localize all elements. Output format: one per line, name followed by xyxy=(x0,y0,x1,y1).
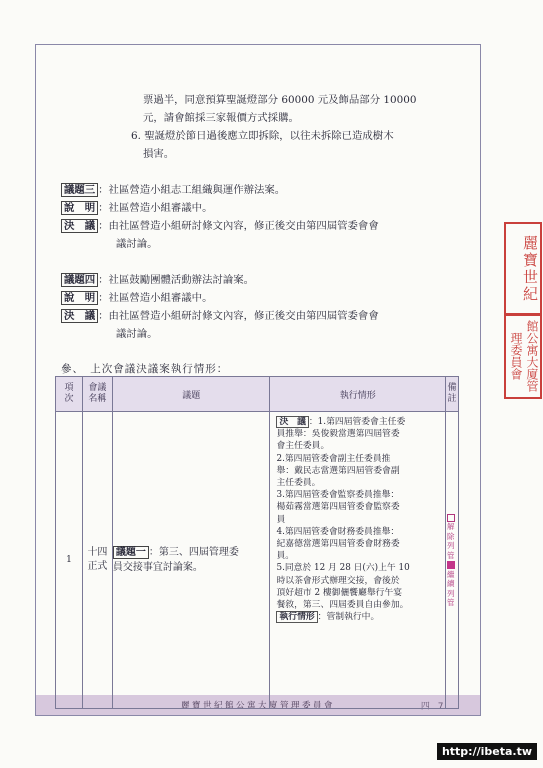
execution-table xyxy=(55,376,459,709)
exec-line-11: 員。 xyxy=(276,551,295,562)
seal-stamp-bottom: 館公寓大廈管理委員會 xyxy=(504,313,542,399)
header-no-label: 項次 xyxy=(64,383,74,404)
intro-line-2: 元，請會館採三家報價方式採購。 xyxy=(143,112,299,124)
agenda3-title: ：社區營造小組志工組織與運作辦法案。 xyxy=(98,184,286,196)
section-heading: 參、 上次會議決議案執行情形： xyxy=(61,363,229,375)
exec-status-line xyxy=(276,611,439,623)
legend-keep-checkbox-icon xyxy=(447,561,455,569)
exec-content xyxy=(270,412,445,627)
exec-line-5: 主任委員。 xyxy=(276,478,321,489)
exec-line-4: 舉：戴民志當選第四屆管委會副 xyxy=(276,465,400,476)
agenda4-desc: ：社區營造小組審議中。 xyxy=(98,292,213,304)
exec-line-7: 楊茹霧當選第四屆管委會監察委 xyxy=(276,502,400,513)
intro-line-1: 票過半，同意預算聖誕燈部分 60000 元及飾品部分 10000 xyxy=(143,94,417,106)
row-exec xyxy=(270,412,446,709)
seal-stamp-top: 麗寶世紀 xyxy=(504,222,542,316)
table-header-row xyxy=(56,377,459,412)
agenda4-tag: 議題四 xyxy=(61,273,98,287)
header-meeting-label: 會議名稱 xyxy=(88,383,107,404)
header-agenda: 議題 xyxy=(112,377,270,412)
remark-legend xyxy=(447,513,457,608)
agenda3-res-1: ：由社區營造小組研討條文內容，修正後交由第四屆管委會會 xyxy=(98,220,379,232)
header-no xyxy=(56,377,83,412)
agenda4-desc-tag: 說 明 xyxy=(61,291,98,305)
agenda3-tag: 議題三 xyxy=(61,183,98,197)
agenda3-res-line xyxy=(61,220,379,233)
agenda4-res-2: 議討論。 xyxy=(116,328,158,340)
agenda3-res-tag: 決 議 xyxy=(61,219,98,233)
exec-line-6: 3.第四屆管委會監察委員推舉： xyxy=(276,490,400,501)
exec-line-1: 員推舉：吳俊毅當選第四屆管委 xyxy=(276,429,400,440)
header-remark-label: 備註 xyxy=(447,383,457,404)
exec-line-0 xyxy=(276,416,439,428)
exec-line-15: 餐敘，第三、四屆委員自由參加。 xyxy=(276,600,409,611)
exec-line-2: 會主任委員。 xyxy=(276,441,330,452)
header-meeting xyxy=(82,377,112,412)
agenda4-title-line xyxy=(61,274,254,287)
agenda3-desc-tag: 說 明 xyxy=(61,201,98,215)
agenda4-title: ：社區鼓勵團體活動辦法討論案。 xyxy=(98,274,255,286)
agenda4-res-line xyxy=(61,310,379,323)
table-row xyxy=(56,412,459,709)
legend-keep-label: 繼續列管 xyxy=(446,569,455,607)
exec-line-13: 時以茶會形式辦理交接，會後於 xyxy=(276,575,400,586)
row-agenda xyxy=(112,412,270,709)
agenda4-res-tag: 決 議 xyxy=(61,309,98,323)
exec-status-tag: 執行情形 xyxy=(276,611,317,623)
site-watermark: http://ibeta.tw xyxy=(437,743,537,760)
exec-line-3: 2.第四屆管委會副主任委員推 xyxy=(276,453,391,464)
agenda3-desc-line xyxy=(61,202,212,215)
legend-remove-checkbox-icon xyxy=(447,514,455,522)
footer-page-number: 四 7 xyxy=(420,702,446,712)
row-agenda-text-1: ：第三、四屆管理委 xyxy=(148,547,239,558)
exec-line-8: 員 xyxy=(276,514,286,525)
agenda4-res-1: ：由社區營造小組研討條文內容，修正後交由第四屆管委會會 xyxy=(98,310,379,322)
agenda3-res-2: 議討論。 xyxy=(116,238,158,250)
item6-line-1: 6. 聖誕燈於節日過後應立即拆除，以往未拆除已造成樹木 xyxy=(131,130,394,142)
footer-org: 麗寶世紀館公寓大廈管理委員會 xyxy=(180,701,335,711)
exec-line-0-text: ：1.第四屆管委會主任委 xyxy=(308,417,406,427)
exec-line-9: 4.第四屆管委會財務委員推舉： xyxy=(276,526,400,537)
exec-status-text: ：管制執行中。 xyxy=(317,612,380,623)
row-agenda-text-2: 員交接事宜討論案。 xyxy=(112,562,203,573)
agenda4-desc-line xyxy=(61,292,212,305)
header-exec: 執行情形 xyxy=(270,377,446,412)
agenda3-desc: ：社區營造小組審議中。 xyxy=(98,202,213,214)
legend-remove-label: 解除列管 xyxy=(446,522,455,560)
row-no: 1 xyxy=(56,412,83,709)
exec-line-10: 紀嘉德當選第四屆管委會財務委 xyxy=(276,539,400,550)
exec-tag: 決 議 xyxy=(276,416,308,428)
row-meeting xyxy=(82,412,112,709)
row-remark xyxy=(445,412,458,709)
row-agenda-tag: 議題一 xyxy=(113,546,149,559)
exec-line-12: 5.同意於 12 月 28 日(六)上午 10 xyxy=(276,563,410,574)
row-meeting-label: 十四正式 xyxy=(87,547,108,572)
agenda3-title-line xyxy=(61,184,285,197)
item6-line-2: 損害。 xyxy=(143,148,175,160)
header-remark xyxy=(445,377,458,412)
exec-line-14: 頂好超市 2 樓御儷饗廳舉行午宴 xyxy=(276,587,403,598)
